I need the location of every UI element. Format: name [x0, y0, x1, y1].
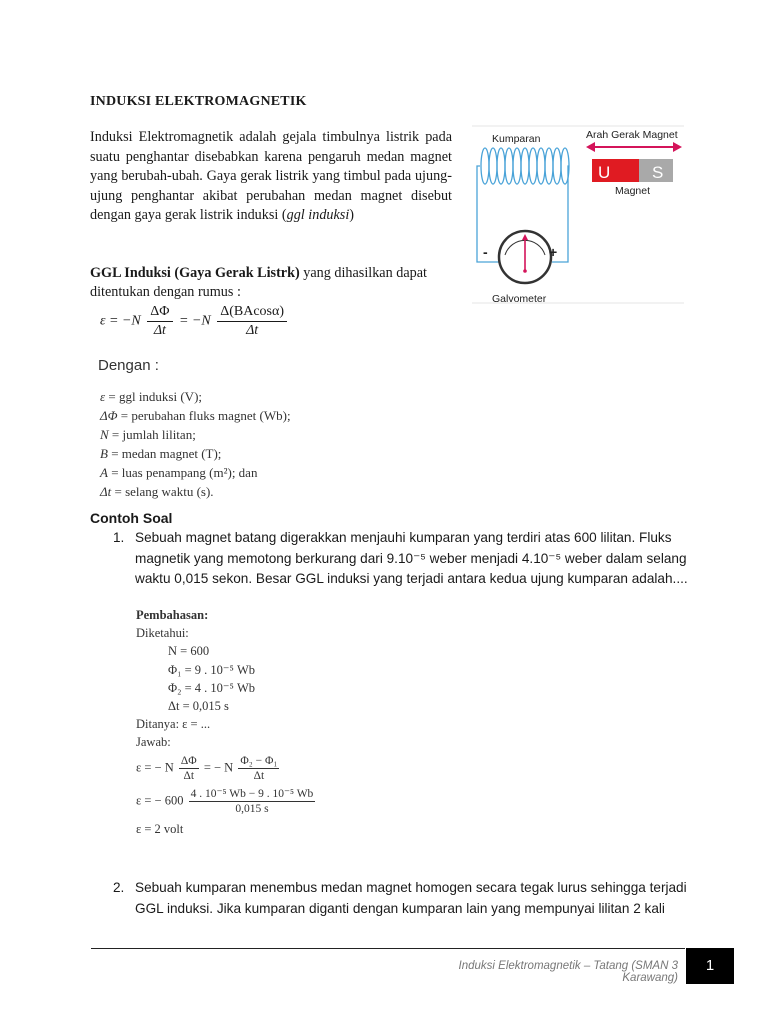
question-text: Sebuah kumparan menembus medan magnet homogen secara tegak lurus sehingga terjadi GGL induksi. Jika kumparan diganti dengan kumparan lain yang mempunyai lilitan 2 kali — [135, 880, 687, 916]
ggl-paragraph — [90, 264, 460, 302]
eq1-frac1 — [179, 754, 199, 783]
jawab-label: Jawab: — [136, 735, 171, 750]
direction-arrow-icon — [586, 142, 682, 152]
kumparan-label: Kumparan — [492, 133, 541, 145]
result: ε = 2 volt — [136, 821, 184, 836]
formula-lhs: ε = −N — [100, 313, 141, 329]
magnet-label: Magnet — [615, 185, 651, 197]
list-item-desc: = luas penampang (m²); dan — [107, 465, 258, 480]
galvanometer-icon — [499, 231, 551, 283]
pole-s: S — [652, 163, 664, 182]
formula-frac2-den: Δt — [246, 323, 259, 338]
given-n: N = 600 — [168, 644, 210, 659]
intro-paragraph — [90, 128, 452, 226]
list-item-symbol: ε — [100, 389, 106, 404]
induction-diagram — [472, 124, 684, 311]
intro-close: ) — [349, 207, 355, 224]
contoh-heading: Contoh Soal — [90, 510, 173, 526]
list-item-symbol: B — [100, 446, 108, 461]
list-item-desc: = ggl induksi (V); — [105, 389, 203, 404]
given-dt: Δt = 0,015 s — [168, 699, 229, 714]
galvo-plus: + — [549, 244, 558, 260]
ditanya-label: Ditanya: ε = ... — [136, 717, 211, 732]
ggl-bold: GGL Induksi (Gaya Gerak Listrk) — [90, 265, 300, 281]
intro-text: Induksi Elektromagnetik adalah gejala timbulnya listrik pada suatu penghantar disebabkan karena pengaruh medan magnet yang berubah-ubah. Gaya gerak listrik yang timbul pada ujung-ujung penghantar akibat perubahan medan magnet disebut dengan gaya gerak listrik induksi ( — [90, 129, 452, 224]
list-item-symbol: ΔΦ — [100, 408, 118, 423]
list-item — [100, 482, 291, 501]
eq1-frac1-num: ΔΦ — [180, 754, 197, 767]
list-item-desc: = selang waktu (s). — [111, 484, 214, 499]
list-item — [100, 463, 291, 482]
list-item-desc: = jumlah lilitan; — [108, 427, 196, 442]
question-1 — [113, 528, 693, 590]
diketahui-label: Diketahui: — [136, 626, 189, 641]
dengan-heading: Dengan : — [98, 357, 159, 374]
arah-label: Arah Gerak Magnet — [586, 129, 678, 141]
question-number: 1. — [113, 530, 125, 545]
list-item — [100, 444, 291, 463]
formula-frac1-den: Δt — [153, 323, 166, 338]
ggl-rest: yang dihasilkan dapat ditentukan dengan rumus : — [90, 265, 427, 300]
dengan-list — [100, 387, 291, 501]
eq1-frac2-num: Φ₂ − Φ₁ — [240, 754, 278, 767]
pembahasan-block — [136, 606, 317, 838]
list-item-desc: = perubahan fluks magnet (Wb); — [117, 408, 291, 423]
list-item — [100, 387, 291, 406]
question-2 — [113, 878, 693, 919]
pole-u: U — [598, 163, 611, 182]
wire-left — [477, 166, 500, 262]
eq1-mid: = − N — [203, 760, 234, 774]
list-item — [100, 425, 291, 444]
page-title: INDUKSI ELEKTROMAGNETIK — [90, 94, 307, 109]
formula-mid: = −N — [179, 313, 211, 329]
question-text: Sebuah magnet batang digerakkan menjauhi kumparan yang terdiri atas 600 lilitan. Fluks magnetik yang memotong berkurang dari 9.10⁻⁵ weber menjadi 4.10⁻⁵ weber dalam selang waktu 0,015 sekon. Besar GGL induksi yang terjadi antara kedua ujung kumparan adalah.... — [135, 530, 688, 587]
list-item — [100, 406, 291, 425]
given-phi2: Φ₂ = 4 . 10⁻⁵ Wb — [168, 680, 256, 695]
galvo-minus: - — [483, 244, 488, 260]
induction-diagram-svg — [472, 124, 684, 306]
list-item-symbol: N — [100, 427, 109, 442]
page-number: 1 — [686, 948, 734, 984]
footer-divider — [91, 948, 685, 949]
eq2-frac — [189, 787, 316, 816]
given-phi1: Φ₁ = 9 . 10⁻⁵ Wb — [168, 662, 256, 677]
formula-frac1-num: ΔΦ — [147, 304, 172, 322]
eq2-num: 4 . 10⁻⁵ Wb − 9 . 10⁻⁵ Wb — [190, 787, 314, 800]
equation-2 — [136, 787, 317, 816]
galvo-label: Galvometer — [492, 293, 547, 305]
eq2-lhs: ε = − 600 — [136, 793, 184, 807]
list-item-desc: = medan magnet (T); — [107, 446, 222, 461]
eq1-frac2 — [238, 754, 279, 783]
ggl-formula — [100, 304, 290, 339]
equation-1 — [136, 754, 317, 783]
eq2-den: 0,015 s — [235, 802, 269, 815]
pembahasan-heading: Pembahasan: — [136, 608, 209, 622]
list-item-symbol: Δt — [100, 484, 112, 499]
coil-icon — [481, 148, 569, 184]
eq1-frac1-den: Δt — [183, 769, 195, 782]
list-item-symbol: A — [100, 465, 108, 480]
eq1-frac2-den: Δt — [253, 769, 265, 782]
footer-text: Induksi Elektromagnetik – Tatang (SMAN 3 Karawang) — [458, 960, 678, 984]
question-number: 2. — [113, 880, 125, 895]
formula-frac1 — [147, 304, 172, 339]
formula-frac2 — [217, 304, 287, 339]
intro-italic: ggl induksi — [286, 207, 350, 224]
formula-frac2-num: Δ(BAcosα) — [217, 304, 287, 322]
eq1-lhs: ε = − N — [136, 760, 174, 774]
